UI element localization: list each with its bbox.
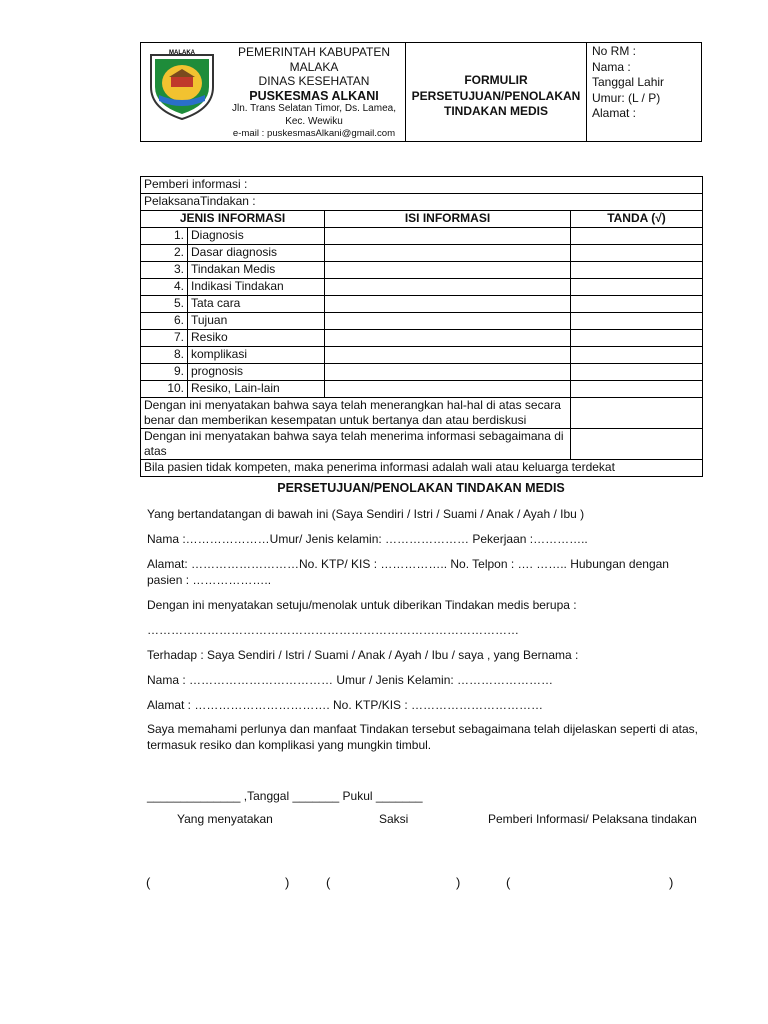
rm-number-field[interactable]: No RM : bbox=[592, 44, 637, 58]
table-row bbox=[141, 364, 703, 381]
signatory-line: Yang bertandatangan di bawah ini (Saya Sendiri / Istri / Suami / Anak / Ayah / Ibu ) bbox=[147, 507, 585, 521]
signature-open-paren: ( bbox=[326, 875, 331, 890]
row-tanda[interactable] bbox=[571, 313, 703, 330]
date-time-line[interactable]: ______________ ,Tanggal _______ Pukul _______ bbox=[147, 789, 423, 803]
signature-close-paren: ) bbox=[456, 875, 461, 890]
row-tanda[interactable] bbox=[571, 381, 703, 398]
rm-age-field[interactable]: Umur: (L / P) bbox=[592, 90, 661, 105]
table-row bbox=[141, 313, 703, 330]
row-number: 1. bbox=[141, 228, 188, 245]
row-jenis-informasi: Tujuan bbox=[188, 313, 325, 330]
row-jenis-informasi: Dasar diagnosis bbox=[188, 245, 325, 262]
regarding-line: Terhadap : Saya Sendiri / Istri / Suami / Anak / Ayah / Ibu / saya , yang Bernama : bbox=[147, 648, 579, 662]
row-tanda[interactable] bbox=[571, 347, 703, 364]
table-row bbox=[141, 228, 703, 245]
row-number: 4. bbox=[141, 279, 188, 296]
row-jenis-informasi: prognosis bbox=[188, 364, 325, 381]
org-address: Kec. Wewiku bbox=[285, 115, 343, 127]
table-row bbox=[141, 296, 703, 313]
row-isi-informasi[interactable] bbox=[325, 262, 571, 279]
form-header bbox=[140, 42, 702, 142]
row-jenis-informasi: Tata cara bbox=[188, 296, 325, 313]
name-age-job-line[interactable]: Nama :…………………Umur/ Jenis kelamin: ………………… Pekerjaan :………….. bbox=[147, 532, 588, 546]
row-tanda[interactable] bbox=[571, 296, 703, 313]
procedure-blank-line[interactable]: ………………………………………………………………………………… bbox=[147, 623, 519, 637]
org-line: MALAKA bbox=[289, 59, 339, 74]
org-line: DINAS KESEHATAN bbox=[258, 74, 370, 88]
row-jenis-informasi: Resiko bbox=[188, 330, 325, 347]
org-email: e-mail : puskesmasAlkani@gmail.com bbox=[232, 128, 396, 139]
row-tanda[interactable] bbox=[571, 364, 703, 381]
row-number: 8. bbox=[141, 347, 188, 364]
row-number: 2. bbox=[141, 245, 188, 262]
row-jenis-informasi: komplikasi bbox=[188, 347, 325, 364]
row-isi-informasi[interactable] bbox=[325, 313, 571, 330]
patient-record-block bbox=[587, 43, 701, 141]
information-table bbox=[140, 176, 703, 477]
row-number: 3. bbox=[141, 262, 188, 279]
row-number: 7. bbox=[141, 330, 188, 347]
sig-label-pemberi: Pemberi Informasi/ Pelaksana tindakan bbox=[488, 812, 697, 826]
table-row bbox=[141, 262, 703, 279]
row-isi-informasi[interactable] bbox=[325, 296, 571, 313]
pemberi-informasi-field[interactable]: Pemberi informasi : bbox=[141, 177, 703, 194]
signature-open-paren: ( bbox=[146, 875, 151, 890]
row-tanda[interactable] bbox=[571, 228, 703, 245]
row-tanda[interactable] bbox=[571, 262, 703, 279]
row-isi-informasi[interactable] bbox=[325, 279, 571, 296]
table-row bbox=[141, 330, 703, 347]
form-title bbox=[406, 43, 587, 141]
info-rows bbox=[141, 228, 703, 398]
org-address: Jln. Trans Selatan Timor, Ds. Lamea, bbox=[232, 103, 396, 114]
address-id-phone-line[interactable]: Alamat: ………………………No. KTP/ KIS : …………….. No. Telpon : …. …….. Hubungan dengan pasien : ……………….. bbox=[147, 557, 669, 587]
row-isi-informasi[interactable] bbox=[325, 245, 571, 262]
understanding-statement: Saya memahami perlunya dan manfaat Tindakan tersebut sebagaimana telah dijelaskan seperti di atas, termasuk resiko dan komplikasi yang mungkin timbul. bbox=[147, 722, 698, 752]
signature-open-paren: ( bbox=[506, 875, 511, 890]
row-isi-informasi[interactable] bbox=[325, 381, 571, 398]
shield-emblem-icon bbox=[147, 47, 217, 121]
title-line: PERSETUJUAN/PENOLAKAN bbox=[411, 88, 581, 103]
tanda-cell[interactable] bbox=[571, 398, 703, 429]
row-jenis-informasi: Indikasi Tindakan bbox=[188, 279, 325, 296]
sig-label-yang-menyatakan: Yang menyatakan bbox=[177, 812, 273, 826]
consent-title: PERSETUJUAN/PENOLAKAN TINDAKAN MEDIS bbox=[277, 481, 565, 495]
statement-guardian: Bila pasien tidak kompeten, maka penerima informasi adalah wali atau keluarga terdekat bbox=[141, 460, 703, 477]
row-number: 9. bbox=[141, 364, 188, 381]
table-row bbox=[141, 381, 703, 398]
row-isi-informasi[interactable] bbox=[325, 228, 571, 245]
signature-close-paren: ) bbox=[285, 875, 290, 890]
pelaksana-tindakan-field[interactable]: PelaksanaTindakan : bbox=[141, 194, 703, 211]
col-header-tanda: TANDA (√) bbox=[571, 211, 703, 228]
tanda-cell[interactable] bbox=[571, 429, 703, 460]
row-tanda[interactable] bbox=[571, 245, 703, 262]
patient-address-line[interactable]: Alamat : ……………………………. No. KTP/KIS : …………………………… bbox=[147, 698, 544, 712]
row-jenis-informasi: Tindakan Medis bbox=[188, 262, 325, 279]
row-tanda[interactable] bbox=[571, 330, 703, 347]
regency-logo bbox=[141, 43, 223, 141]
row-jenis-informasi: Resiko, Lain-lain bbox=[188, 381, 325, 398]
row-number: 10. bbox=[141, 381, 188, 398]
rm-address-field[interactable]: Alamat : bbox=[592, 106, 637, 120]
table-row bbox=[141, 347, 703, 364]
row-number: 5. bbox=[141, 296, 188, 313]
org-line: PEMERINTAH KABUPATEN bbox=[237, 45, 391, 59]
patient-name-line[interactable]: Nama : ……………………………… Umur / Jenis Kelamin: …………………… bbox=[147, 673, 554, 687]
signature-close-paren: ) bbox=[669, 875, 674, 890]
statement-received: Dengan ini menyatakan bahwa saya telah menerima informasi sebagaimana di atas bbox=[141, 429, 571, 460]
table-row bbox=[141, 245, 703, 262]
row-isi-informasi[interactable] bbox=[325, 364, 571, 381]
puskesmas-name: PUSKESMAS ALKANI bbox=[249, 88, 379, 103]
sig-label-saksi: Saksi bbox=[379, 812, 409, 826]
table-row bbox=[141, 279, 703, 296]
organization-block bbox=[223, 43, 406, 141]
row-jenis-informasi: Diagnosis bbox=[188, 228, 325, 245]
col-header-jenis: JENIS INFORMASI bbox=[141, 211, 325, 228]
title-line: TINDAKAN MEDIS bbox=[444, 104, 548, 118]
title-line: FORMULIR bbox=[464, 73, 528, 87]
row-isi-informasi[interactable] bbox=[325, 347, 571, 364]
rm-birthdate-field[interactable]: Tanggal Lahir bbox=[592, 75, 665, 89]
rm-name-field[interactable]: Nama : bbox=[592, 59, 631, 74]
row-tanda[interactable] bbox=[571, 279, 703, 296]
row-isi-informasi[interactable] bbox=[325, 330, 571, 347]
statement-explained: Dengan ini menyatakan bahwa saya telah menerangkan hal-hal di atas secara benar dan memberikan kesempatan untuk bertanya dan atau berdiskusi bbox=[141, 398, 571, 429]
col-header-isi: ISI INFORMASI bbox=[325, 211, 571, 228]
logo-text: MALAKA bbox=[169, 50, 195, 56]
row-number: 6. bbox=[141, 313, 188, 330]
agree-refuse-line: Dengan ini menyatakan setuju/menolak untuk diberikan Tindakan medis berupa : bbox=[147, 598, 577, 612]
